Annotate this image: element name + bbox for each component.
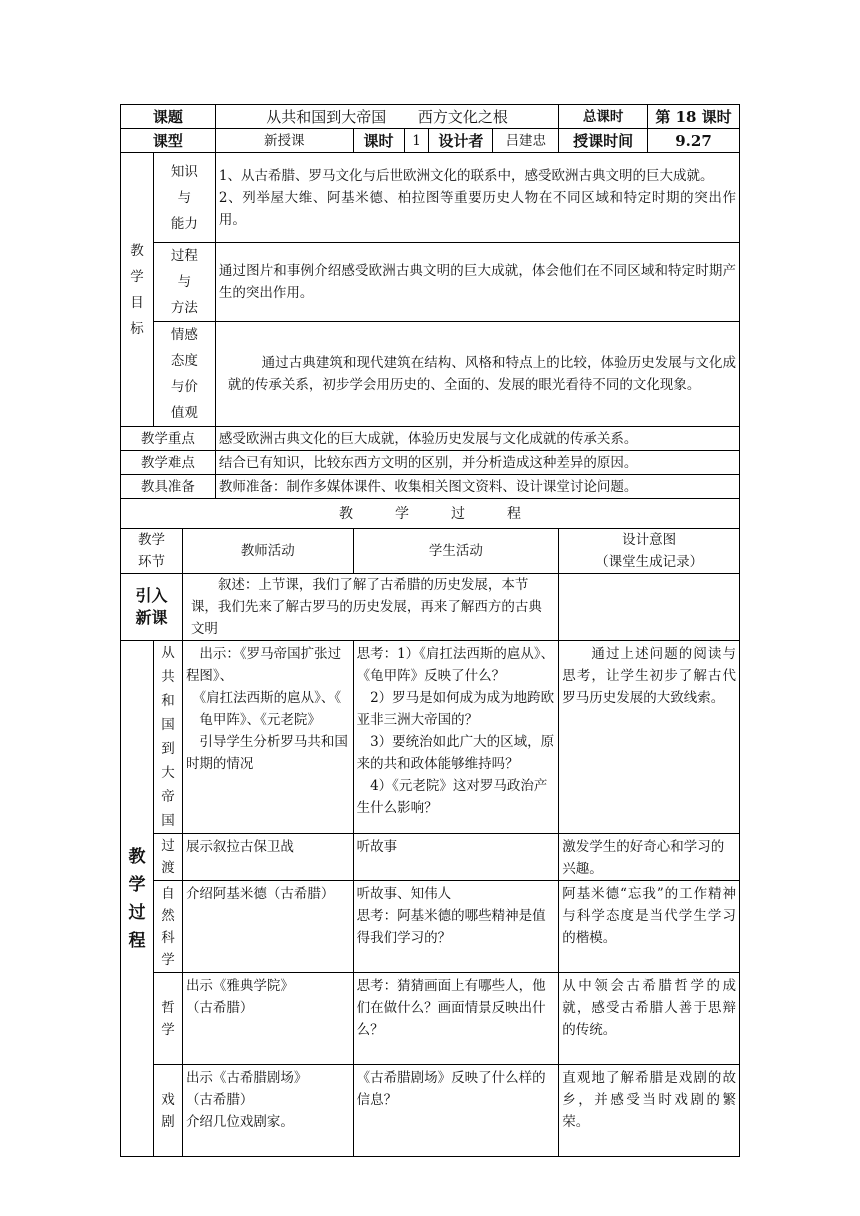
col-student: 学生活动 [353,529,559,574]
knowledge-item-2: 2、列举屋大维、阿基米德、柏拉图等重要历史人物在不同区域和特定时期的突出作用。 [218,189,736,228]
row-label-5 [153,1065,182,1157]
total-hours-label: 总课时 [559,105,648,129]
date-value: 9.27 [648,129,740,153]
row-label-4-text: 哲学 [161,999,175,1038]
row-teacher-1: 出示：《罗马帝国扩张过程图》、 《肩扛法西斯的扈从》、《 龟甲阵》、《元老院》 引导学生分析罗马共和国时期的情况 [182,641,353,834]
type-label: 课型 [121,129,216,153]
objectives-label: 教 学 目 标 [121,153,154,427]
process-text: 通过图片和事例介绍感受欧洲古典文明的巨大成就，体会他们在不同区域和特定时期产生的突出作用。 [215,243,739,322]
row-student-2: 听故事 [353,834,559,881]
row-label-2 [153,834,182,881]
process-title: 教 学 过 程 [121,499,740,529]
col-teacher: 教师活动 [182,529,353,574]
row-label-4 [153,973,182,1065]
row-intent-1: 通过上述问题的阅读与思考，让学生初步了解古代罗马历史发展的大致线索。 [559,641,740,834]
main-process-label: 教 学 过 程 [121,641,154,1157]
period-label: 课时 [353,129,404,153]
row-teacher-5: 出示《古希腊剧场》 （古希腊） 介绍几位戏剧家。 [182,1065,353,1157]
lesson-number: 第 18 课时 [648,105,740,129]
topic-value-1: 从共和国到大帝国 [266,107,387,126]
row-intent-4: 从中领会古希腊哲学的成就，感受古希腊人善于思辩的传统。 [559,973,740,1065]
knowledge-item-1: 1、从古希腊、罗马文化与后世欧洲文化的联系中，感受欧洲古典文明的巨大成就。 [218,167,714,184]
row-label-1-text: 从共和国到大帝国 [161,645,175,829]
lesson-plan-table [120,104,740,1157]
row-label-3-text: 自然科学 [161,885,175,968]
row-student-4: 思考：猜猜画面上有哪些人，他们在做什么？画面情景反映出什么？ [353,973,559,1065]
row-teacher-3: 介绍阿基米德（古希腊） [182,881,353,973]
prep-label: 教具准备 [121,475,216,499]
row-student-1: 思考：1）《肩扛法西斯的扈从》、《龟甲阵》反映了什么？ 2）罗马是如何成为成为地跨欧亚非三洲大帝国的？ 3）要统治如此广大的区域，原来的共和政体能够维持吗？ 4）《元老院》这对罗马政治产生什么影响？ [353,641,559,834]
emotion-text: 通过古典建筑和现代建筑在结构、风格和特点上的比较，体验历史发展与文化成就的传承关系，初步学会用历史的、全面的、发展的眼光看待不同的文化现象。 [215,322,739,427]
intro-label: 引入 新课 [121,574,183,641]
date-label: 授课时间 [559,129,648,153]
topic-value-2: 西方文化之根 [417,107,508,126]
type-value: 新授课 [215,129,353,153]
row-intent-2: 激发学生的好奇心和学习的兴趣。 [559,834,740,881]
period-value: 1 [404,129,429,153]
row-label-1 [153,641,182,834]
row-student-5: 《古希腊剧场》反映了什么样的信息？ [353,1065,559,1157]
designer-value: 吕建忠 [493,129,559,153]
intro-text: 叙述：上节课，我们了解了古希腊的历史发展，本节课，我们先来了解古罗马的历史发展，再来了解西方的古典文明 [182,574,558,641]
row-teacher-2: 展示叙拉古保卫战 [182,834,353,881]
topic-label: 课题 [121,105,216,129]
process-label: 过程 与 方法 [153,243,215,322]
designer-label: 设计者 [429,129,493,153]
knowledge-text [215,153,739,243]
row-teacher-4: 出示《雅典学院》 （古希腊） [182,973,353,1065]
row-label-2-text: 过渡 [161,838,175,876]
col-intent: 设计意图 （课堂生成记录） [559,529,740,574]
row-intent-3: 阿基米德“忘我”的工作精神与科学态度是当代学生学习的楷模。 [559,881,740,973]
key-point-label: 教学重点 [121,427,216,451]
topic-value [215,105,558,129]
difficulty-text: 结合已有知识，比较东西方文明的区别，并分析造成这种差异的原因。 [215,451,739,475]
row-student-3: 听故事、知伟人 思考：阿基米德的哪些精神是值得我们学习的？ [353,881,559,973]
row-label-5-text: 戏剧 [161,1091,175,1130]
row-label-3 [153,881,182,973]
prep-text: 教师准备：制作多媒体课件、收集相关图文资料、设计课堂讨论问题。 [215,475,739,499]
key-point-text: 感受欧洲古典文化的巨大成就，体验历史发展与文化成就的传承关系。 [215,427,739,451]
row-intent-5: 直观地了解希腊是戏剧的故乡，并感受当时戏剧的繁荣。 [559,1065,740,1157]
knowledge-label: 知识 与 能力 [153,153,215,243]
difficulty-label: 教学难点 [121,451,216,475]
intro-intent [559,574,740,641]
emotion-label: 情感 态度 与价 值观 [153,322,215,427]
col-segment: 教学 环节 [121,529,183,574]
